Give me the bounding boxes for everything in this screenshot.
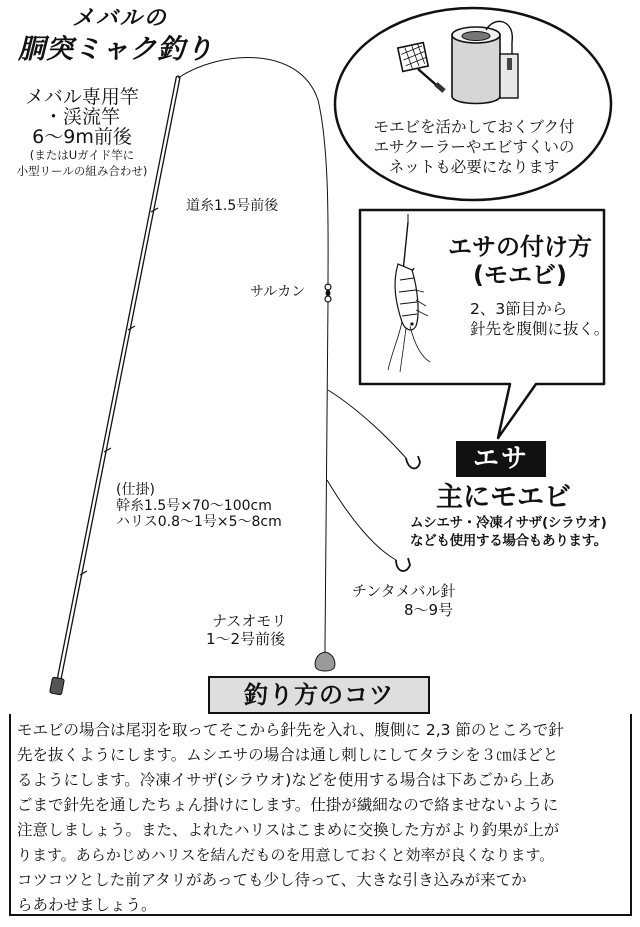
lower-branch [327, 480, 396, 560]
rod-alt-note-1: (またはUガイド竿に [29, 148, 135, 162]
bait-badge: エサ [456, 441, 546, 477]
rig-leader: ハリス0.8〜1号×5〜8cm [116, 514, 282, 530]
rod-label-1: メバル専用竿 [25, 86, 139, 108]
bait-attach-title: エサの付け方 [448, 233, 592, 261]
hook-name: チンタメバル針 [352, 582, 456, 600]
tips-line: るようにします。冷凍イサザ(シラウオ)などを使用する場合は下あごから上あ [17, 771, 555, 789]
rod-length-label: 6〜9m前後 [32, 126, 132, 148]
tips-body [9, 714, 632, 916]
sinker-name: ナスオモリ [212, 612, 287, 630]
bait-attach-note-2: 針先を腹側に抜く。 [470, 320, 610, 338]
sinker-size: 1〜2号前後 [206, 630, 286, 648]
tips-line: モエビの場合は尾羽を取ってそこから針先を入れ、腹側に 2,3 節のところで針 [17, 721, 564, 739]
tips-line: コツコツとした前アタリがあっても少し待って、大きな引き込みが来てか [17, 871, 527, 889]
rig-main-line: 幹糸1.5号×70〜100cm [116, 498, 272, 514]
alt-bait-note-2: なども使用する場合もあります。 [410, 533, 607, 549]
tips-line: ります。あらかじめハリスを結んだものを用意しておくと効率が良くなります。 [17, 846, 555, 864]
rig-heading: (仕掛) [116, 482, 155, 498]
hook-size: 8〜9号 [404, 601, 454, 619]
trunk-line [325, 302, 328, 646]
tackle-note-3: ネットも必要になります [388, 158, 560, 176]
tips-title: 釣り方のコツ [208, 676, 430, 714]
upper-branch [328, 390, 406, 458]
rod-label-2: ・渓流竿 [43, 106, 120, 128]
tips-line: 先を抜くようにします。ムシエサの場合は通し刺しにしてタラシを３㎝ほどと [17, 746, 559, 764]
upper-hook [406, 456, 420, 468]
swivel-label: サルカン [250, 284, 306, 300]
tips-line: 注意しましょう。また、よれたハリスはこまめに交換した方がより釣果が上が [17, 821, 560, 839]
tips-line: ごまで針先を通したちょん掛けにします。仕掛が繊細なので絡ませないように [17, 796, 559, 814]
bait-attach-subtitle: (モエビ) [473, 261, 567, 289]
lower-hook [396, 558, 410, 571]
title-line-2: 胴突ミャク釣り [18, 34, 214, 65]
alt-bait-note-1: ムシエサ・冷凍イサザ(シラウオ) [410, 515, 607, 531]
tackle-note-2: エサクーラーやエビすくいの [373, 138, 575, 156]
main-line [178, 58, 328, 285]
rod-alt-note-2: 小型リールの組み合わせ) [16, 164, 148, 178]
tackle-note-1: モエビを活かしておくブク付 [373, 118, 575, 136]
line-label: 道糸1.5号前後 [186, 198, 279, 214]
bait-attach-note-1: 2、3節目から [470, 300, 568, 318]
sinker [315, 646, 335, 671]
swivel [325, 284, 331, 302]
main-bait-label: 主にモエビ [436, 482, 571, 513]
tips-line: らあわせましょう。 [17, 896, 157, 914]
title-line-1: メバルの [72, 6, 168, 31]
